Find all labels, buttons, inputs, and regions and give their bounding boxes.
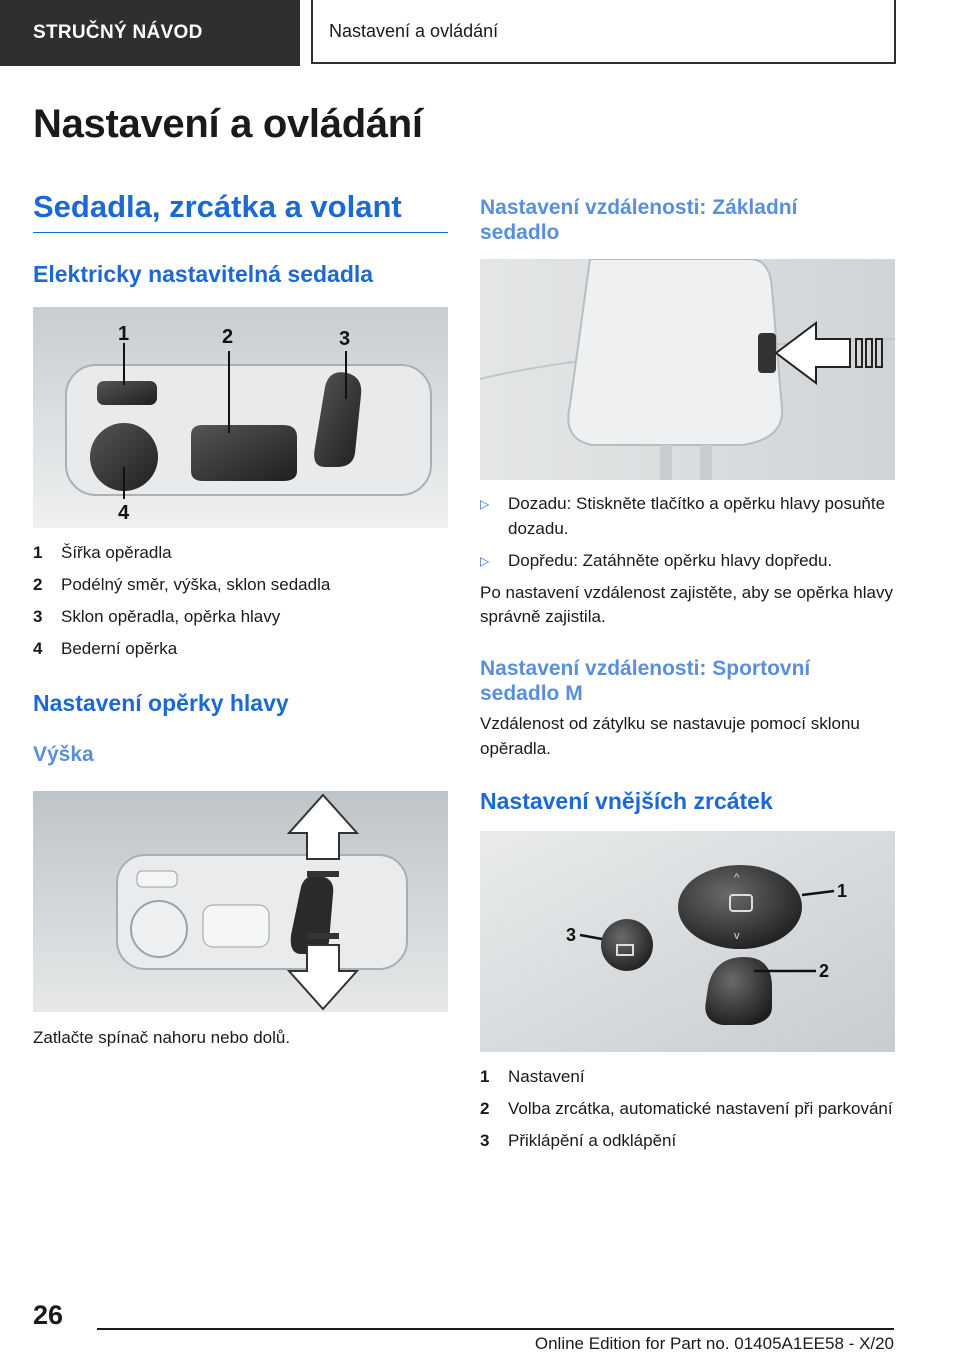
list-item-number: 2 bbox=[480, 1099, 490, 1119]
list-item-text: Šířka opěradla bbox=[61, 542, 172, 562]
header-chapter-label: Nastavení a ovládání bbox=[329, 20, 499, 41]
callout-4: 4 bbox=[118, 501, 130, 524]
list-item-text: Nastavení bbox=[508, 1067, 585, 1087]
list-item bbox=[480, 492, 895, 540]
headrest-heading: Nastavení opěrky hlavy bbox=[33, 690, 289, 717]
list-item bbox=[480, 1098, 895, 1121]
list-item-text: Bederní opěrka bbox=[61, 638, 178, 658]
list-item bbox=[33, 542, 448, 565]
seat-controls-list bbox=[33, 542, 448, 661]
footer-edition: Online Edition for Part no. 01405A1EE58 - X/20 bbox=[534, 1334, 894, 1353]
list-item-text: Dopředu: Zatáhněte opěrku hlavy dopředu. bbox=[508, 550, 833, 570]
seat-controls-illustration bbox=[33, 307, 448, 528]
list-item-number: 4 bbox=[33, 638, 43, 658]
bullet-triangle-icon: ▷ bbox=[480, 497, 490, 512]
callout-2: 2 bbox=[819, 961, 830, 982]
header-tab-label: STRUČNÝ NÁVOD bbox=[33, 22, 203, 43]
list-item bbox=[480, 549, 895, 573]
distance-basic-bullets bbox=[480, 492, 895, 572]
callout-1: 1 bbox=[837, 881, 848, 902]
mirror-controls-figure bbox=[480, 831, 895, 1052]
headrest-switch-figure bbox=[33, 791, 448, 1012]
height-subheading: Výška bbox=[33, 743, 94, 767]
svg-text:^: ^ bbox=[734, 872, 740, 885]
list-item-number: 1 bbox=[480, 1067, 490, 1087]
headrest-distance-figure bbox=[480, 259, 895, 480]
list-item bbox=[33, 574, 448, 597]
list-item-text: Dozadu: Stiskněte tlačítko a opěrku hlavy posuňte dozadu. bbox=[508, 494, 886, 538]
distance-basic-heading: Nastavení vzdálenosti: Základní sedadlo bbox=[480, 196, 798, 245]
list-item bbox=[33, 606, 448, 629]
seat-controls-figure bbox=[33, 307, 448, 528]
list-item-text: Sklon opěradla, opěrka hlavy bbox=[61, 606, 281, 626]
callout-3: 3 bbox=[566, 925, 577, 946]
list-item-text: Přiklápění a odklápění bbox=[508, 1131, 677, 1151]
callout-1: 1 bbox=[118, 322, 130, 345]
list-item-number: 3 bbox=[480, 1131, 490, 1151]
header-chapter bbox=[311, 0, 896, 64]
left-column bbox=[33, 190, 448, 1051]
list-item-text: Podélný směr, výška, sklon sedadla bbox=[61, 574, 331, 594]
footer-divider bbox=[97, 1328, 894, 1330]
page-number: 26 bbox=[33, 1300, 64, 1330]
distance-sport-text: Vzdálenost od zátylku se nastavuje pomocí sklonu opěradla. bbox=[480, 714, 860, 759]
list-item bbox=[33, 638, 448, 661]
mirror-controls-list bbox=[480, 1066, 895, 1153]
page-title: Nastavení a ovládání bbox=[33, 102, 423, 146]
right-column bbox=[480, 195, 895, 1162]
headrest-caption: Zatlačte spínač nahoru nebo dolů. bbox=[33, 1028, 291, 1048]
section-title: Sedadla, zrcátka a volant bbox=[33, 190, 448, 233]
bullet-triangle-icon: ▷ bbox=[480, 553, 490, 568]
list-item bbox=[480, 1130, 895, 1153]
distance-basic-note: Po nastavení vzdálenost zajistěte, aby se opěrka hlavy správně zajistila. bbox=[480, 582, 893, 627]
distance-sport-heading: Nastavení vzdálenosti: Sportovní sedadlo M bbox=[480, 657, 811, 706]
svg-text:v: v bbox=[734, 930, 740, 943]
mirrors-heading: Nastavení vnějších zrcátek bbox=[480, 787, 773, 814]
list-item bbox=[480, 1066, 895, 1089]
list-item-text: Volba zrcátka, automatické nastavení při parkování bbox=[508, 1099, 893, 1119]
headrest-distance-illustration bbox=[480, 259, 895, 480]
list-item-number: 3 bbox=[33, 606, 43, 626]
list-item-number: 2 bbox=[33, 574, 43, 594]
callout-3: 3 bbox=[339, 327, 351, 350]
seats-heading: Elektricky nastavitelná sedadla bbox=[33, 261, 374, 288]
callout-2: 2 bbox=[222, 325, 234, 348]
list-item-number: 1 bbox=[33, 542, 43, 562]
headrest-switch-illustration bbox=[33, 791, 448, 1012]
header-tab bbox=[0, 0, 300, 66]
mirror-controls-illustration bbox=[480, 831, 895, 1052]
